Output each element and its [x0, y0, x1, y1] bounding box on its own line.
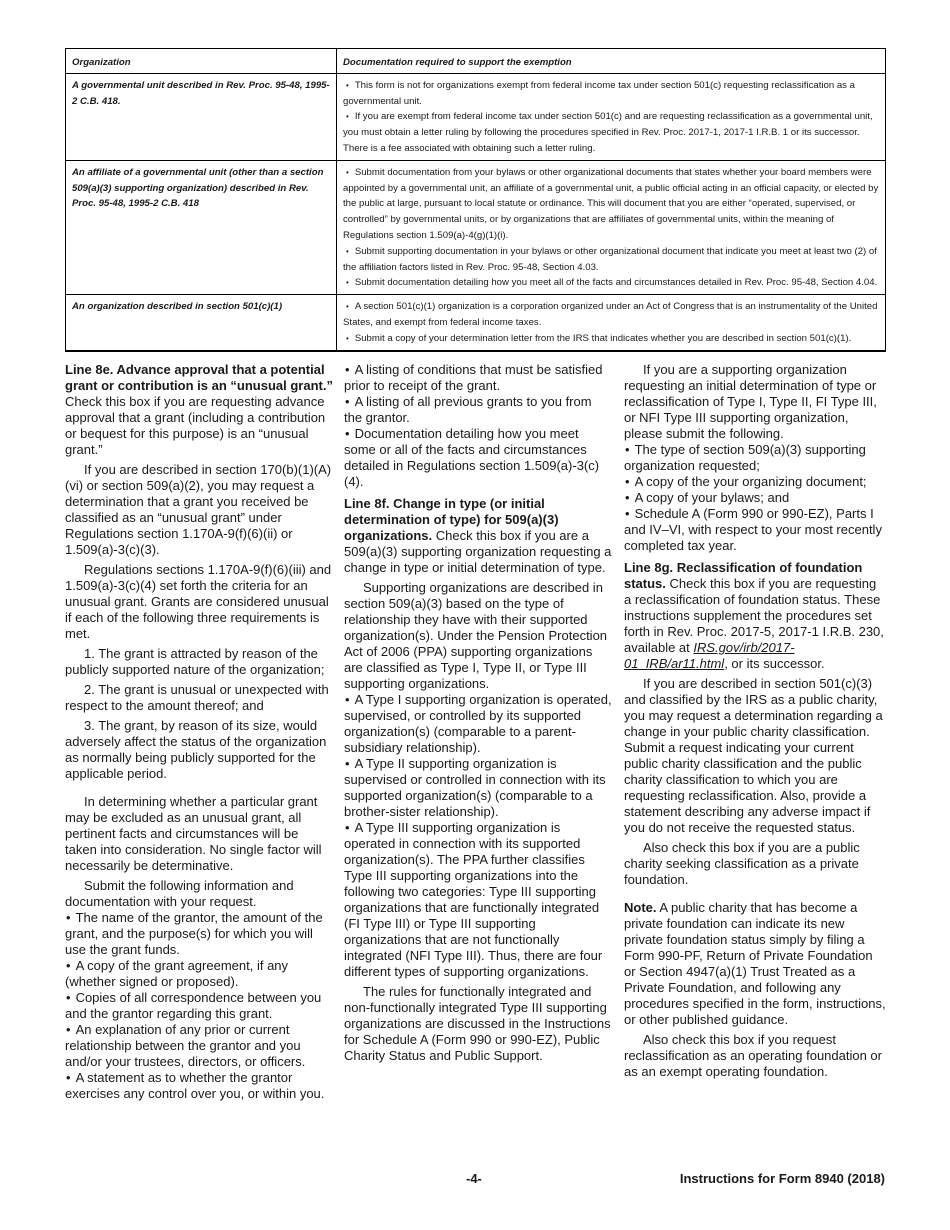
- numbered-item: 3. The grant, by reason of its size, would adversely affect the status of the organization as normally being publicly supported for the applicable period.: [65, 718, 327, 781]
- paragraph: If you are described in section 170(b)(1)(A)(vi) or section 509(a)(2), you may request a determination that a grant you received be classified as an “unusual grant” under Regulations section 1.170A-9(f)(6)(ii) or 1.509(a)-3(c)(3).: [65, 462, 332, 557]
- line-8g-heading: Line 8g. Reclassification of foundation status.: [624, 560, 863, 591]
- column-1: [65, 362, 333, 1102]
- paragraph: The rules for functionally integrated and non-functionally integrated Type III supporting organizations are discussed in the Instructions for Schedule A (Form 990 or 990-EZ), Public Charity Status and Public Support.: [344, 984, 611, 1063]
- bullet-item: • A Type III supporting organization is operated in connection with its supported organization(s). The PPA further classifies Type III supporting organizations into the following two categories: Type III supporting organizations that are functionally integrated (FI Type III) or Type III supporting organizations that are not functionally integrated (NFI Type III). Thus, there are four different types of supporting organizations.: [344, 820, 612, 980]
- column-2: [344, 362, 612, 1064]
- bullet-item: • A Type II supporting organization is supervised or controlled in connection with its supported organization(s) (comparable to a brother-sister relationship).: [344, 756, 612, 820]
- paragraph: If you are a supporting organization requesting an initial determination of type or reclassification of Type I, Type II, FI Type III, or NFI Type III supporting organization, please submit the following.: [624, 362, 877, 441]
- bullet-item: • A section 501(c)(1) organization is a corporation organized under an Act of Congress that is an instrumentality of the United States, and exempt from federal income taxes.: [343, 299, 879, 331]
- line-8g-intro: Check this box if you are requesting a reclassification of foundation status. These instructions supplement the procedures set forth in Rev. Proc. 2017-5, 2017-1 I.R.B. 230, available at: [624, 576, 884, 655]
- paragraph: Submit the following information and documentation with your request.: [65, 878, 294, 909]
- bullet-item: • This form is not for organizations exempt from federal income tax under section 501(c) requesting reclassification as a governmental unit.: [343, 78, 879, 110]
- organization-cell: An organization described in section 501(c)(1): [66, 295, 337, 351]
- column-3: [624, 362, 886, 1080]
- bullet-item: • A copy of the your organizing document;: [624, 474, 886, 490]
- documentation-cell: [337, 73, 886, 160]
- bullet-item: • A listing of all previous grants to you from the grantor.: [344, 394, 612, 426]
- paragraph: Supporting organizations are described in section 509(a)(3) based on the type of relationship they have with their supported organization(s). Under the Pension Protection Act of 2006 (PPA) supporting organizations are classified as Type I, Type II, or Type III supporting organizations.: [344, 580, 608, 691]
- documentation-table: [65, 48, 886, 352]
- bullet-item: • Submit documentation from your bylaws or other organizational documents that states whether your board members were appointed by a governmental unit, an affiliate of a governmental unit, a public official acting in an official capacity, or elected by the public at large, pursuant to local statute or ordinance. This will document that you are either “operated, supervised, or controlled” by governmental units, or by organizations that are affiliates of governmental units, within the meaning of Regulations section 1.509(a)-4(g)(1)(i).: [343, 165, 879, 244]
- bullet-item: • The type of section 509(a)(3) supporting organization requested;: [624, 442, 886, 474]
- footer-title: Instructions for Form 8940 (2018): [679, 1171, 885, 1186]
- bullet-item: • Submit a copy of your determination letter from the IRS that indicates whether you are described in section 501(c)(1).: [343, 331, 879, 347]
- line-8f-heading: Line 8f. Change in type (or initial determination of type) for 509(a)(3) organizations.: [344, 496, 559, 543]
- numbered-item: 2. The grant is unusual or unexpected with respect to the amount thereof; and: [65, 682, 329, 713]
- bullet-item: • A copy of your bylaws; and: [624, 490, 886, 506]
- bullet-item: • A listing of conditions that must be satisfied prior to receipt of the grant.: [344, 362, 612, 394]
- page-number: -4-: [466, 1171, 482, 1186]
- bullet-item: • Documentation detailing how you meet some or all of the facts and circumstances detailed in Regulations section 1.509(a)-3(c)(4).: [344, 426, 612, 490]
- bullet-item: • Submit supporting documentation in your bylaws or other organizational document that indicate you meet at least two (2) of the affiliation factors listed in Rev. Proc. 95-48, Section 4.03.: [343, 244, 879, 276]
- bullet-item: • A statement as to whether the grantor exercises any control over you, or within you.: [65, 1070, 333, 1102]
- numbered-item: 1. The grant is attracted by reason of the publicly supported nature of the organization;: [65, 646, 325, 677]
- bullet-item: • The name of the grantor, the amount of the grant, and the purpose(s) for which you will use the grant funds.: [65, 910, 333, 958]
- line-8g-intro-end: , or its successor.: [724, 656, 825, 671]
- note-label: Note.: [624, 900, 657, 915]
- documentation-cell: [337, 160, 886, 294]
- line-8e-intro: Check this box if you are requesting advance approval that a grant (including a contribution or bequest for this purpose) is an “unusual grant.”: [65, 394, 326, 457]
- documentation-cell: [337, 295, 886, 351]
- bullet-item: • A Type I supporting organization is operated, supervised, or controlled by its supported organization(s) (comparable to a parent-subsidiary relationship).: [344, 692, 612, 756]
- paragraph: Also check this box if you are a public charity seeking classification as a private foundation.: [624, 840, 860, 887]
- table-row: [66, 295, 886, 351]
- paragraph: Regulations sections 1.170A-9(f)(6)(iii) and 1.509(a)-3(c)(4) set forth the criteria for an unusual grant. Grants are considered unusual if each of the following three requirements is met.: [65, 562, 332, 641]
- table-row: [66, 160, 886, 294]
- bullet-item: • If you are exempt from federal income tax under section 501(c) and are requesting reclassification as a governmental unit, you must obtain a letter ruling by following the procedures specified in Rev. Proc. 2017-1, 2017-1 I.R.B. 1 or its successor. There is a fee associated with obtaining such a letter ruling.: [343, 109, 879, 156]
- line-8f-intro: Check this box if you are a 509(a)(3) supporting organization requesting a change in type or initial determination of type.: [344, 528, 612, 575]
- paragraph: Also check this box if you request reclassification as an operating foundation or as an exempt operating foundation.: [624, 1032, 882, 1079]
- irs-link[interactable]: IRS.gov/irb/2017-01_IRB/ar11.html: [624, 640, 795, 671]
- line-8e-heading: Line 8e. Advance approval that a potential grant or contribution is an “unusual grant.”: [65, 362, 333, 393]
- bullet-item: • Submit documentation detailing how you meet all of the facts and circumstances detailed in Rev. Proc. 95-48, Section 4.04.: [343, 275, 879, 291]
- table-row: [66, 73, 886, 160]
- bullet-item: • An explanation of any prior or current relationship between the grantor and you and/or your trustees, directors, or officers.: [65, 1022, 333, 1070]
- note-text: A public charity that has become a private foundation can indicate its new private foundation status simply by filing a Form 990-PF, Return of Private Foundation or Section 4947(a)(1) Trust Treated as a Private Foundation, and following any procedures specified in the form, instructions, or other published guidance.: [624, 900, 886, 1027]
- paragraph: In determining whether a particular grant may be excluded as an unusual grant, all pertinent facts and circumstances will be taken into consideration. No single factor will necessarily be determinative.: [65, 794, 322, 873]
- table-header-row: [66, 49, 886, 74]
- paragraph: If you are described in section 501(c)(3) and classified by the IRS as a public charity, you may request a determination regarding a change in your public charity classification. Submit a request indicating your current public charity classification and the public charity classification to which you are requesting reclassification. Also, provide a statement describing any adverse impact if you do not receive the requested status.: [624, 676, 883, 835]
- column-header-organization: Organization: [66, 49, 337, 74]
- bullet-item: • Copies of all correspondence between you and the grantor regarding this grant.: [65, 990, 333, 1022]
- bullet-item: • Schedule A (Form 990 or 990-EZ), Parts I and IV–VI, with respect to your most recently completed tax year.: [624, 506, 886, 554]
- column-header-documentation: Documentation required to support the exemption: [337, 49, 886, 74]
- organization-cell: A governmental unit described in Rev. Proc. 95-48, 1995-2 C.B. 418.: [66, 73, 337, 160]
- bullet-item: • A copy of the grant agreement, if any (whether signed or proposed).: [65, 958, 333, 990]
- organization-cell: An affiliate of a governmental unit (other than a section 509(a)(3) supporting organization) described in Rev. Proc. 95-48, 1995-2 C.B. 418: [66, 160, 337, 294]
